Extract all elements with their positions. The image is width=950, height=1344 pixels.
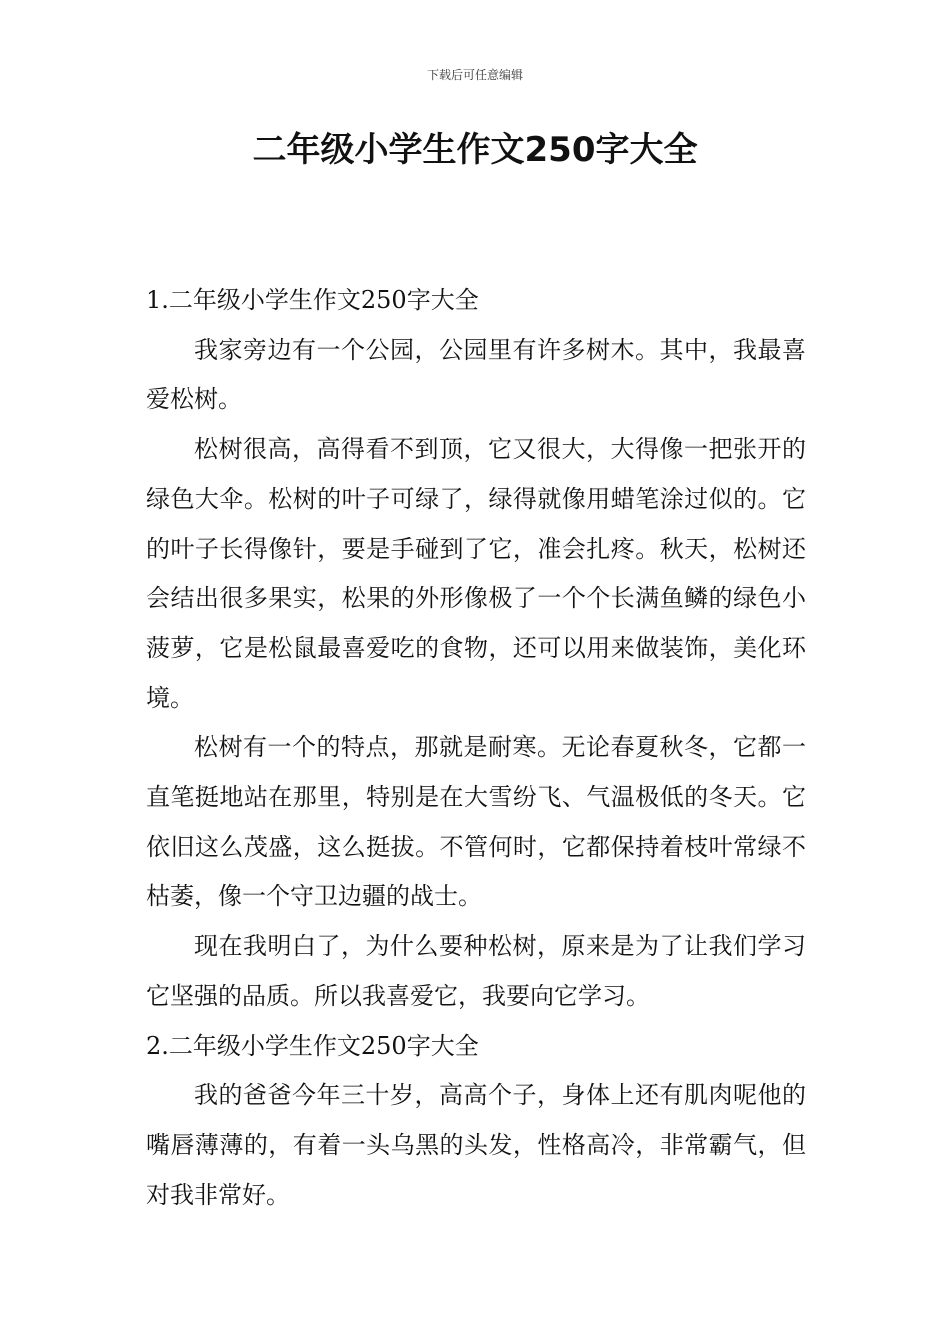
paragraph: 松树很高，高得看不到顶，它又很大，大得像一把张开的绿色大伞。松树的叶子可绿了，绿得就像用蜡笔涂过似的。它的叶子长得像针，要是手碰到了它，准会扎疼。秋天，松树还会结出很多果实，松果的外形像极了一个个长满鱼鳞的绿色小菠萝，它是松鼠最喜爱吃的食物，还可以用来做装饰，美化环境。 <box>146 435 806 712</box>
section-heading: 1.二年级小学生作文250字大全 <box>146 286 479 314</box>
header-note: 下载后可任意编辑 <box>426 68 523 82</box>
section-heading: 2.二年级小学生作文250字大全 <box>146 1031 479 1060</box>
document-body <box>146 276 806 1220</box>
document-title: 二年级小学生作文250字大全 <box>252 130 698 170</box>
paragraph: 松树有一个的特点，那就是耐寒。无论春夏秋冬，它都一直笔挺地站在那里，特别是在大雪纷飞、气温极低的冬天。它依旧这么茂盛，这么挺拔。不管何时，它都保持着枝叶常绿不枯萎，像一个守卫边疆的战士。 <box>146 733 806 911</box>
paragraph: 我的爸爸今年三十岁，高高个子，身体上还有肌肉呢他的嘴唇薄薄的，有着一头乌黑的头发，性格高冷，非常霸气，但对我非常好。 <box>146 1081 806 1209</box>
paragraph: 现在我明白了，为什么要种松树，原来是为了让我们学习它坚强的品质。所以我喜爱它，我要向它学习。 <box>146 932 806 1010</box>
paragraph: 我家旁边有一个公园，公园里有许多树木。其中，我最喜爱松树。 <box>146 335 806 414</box>
